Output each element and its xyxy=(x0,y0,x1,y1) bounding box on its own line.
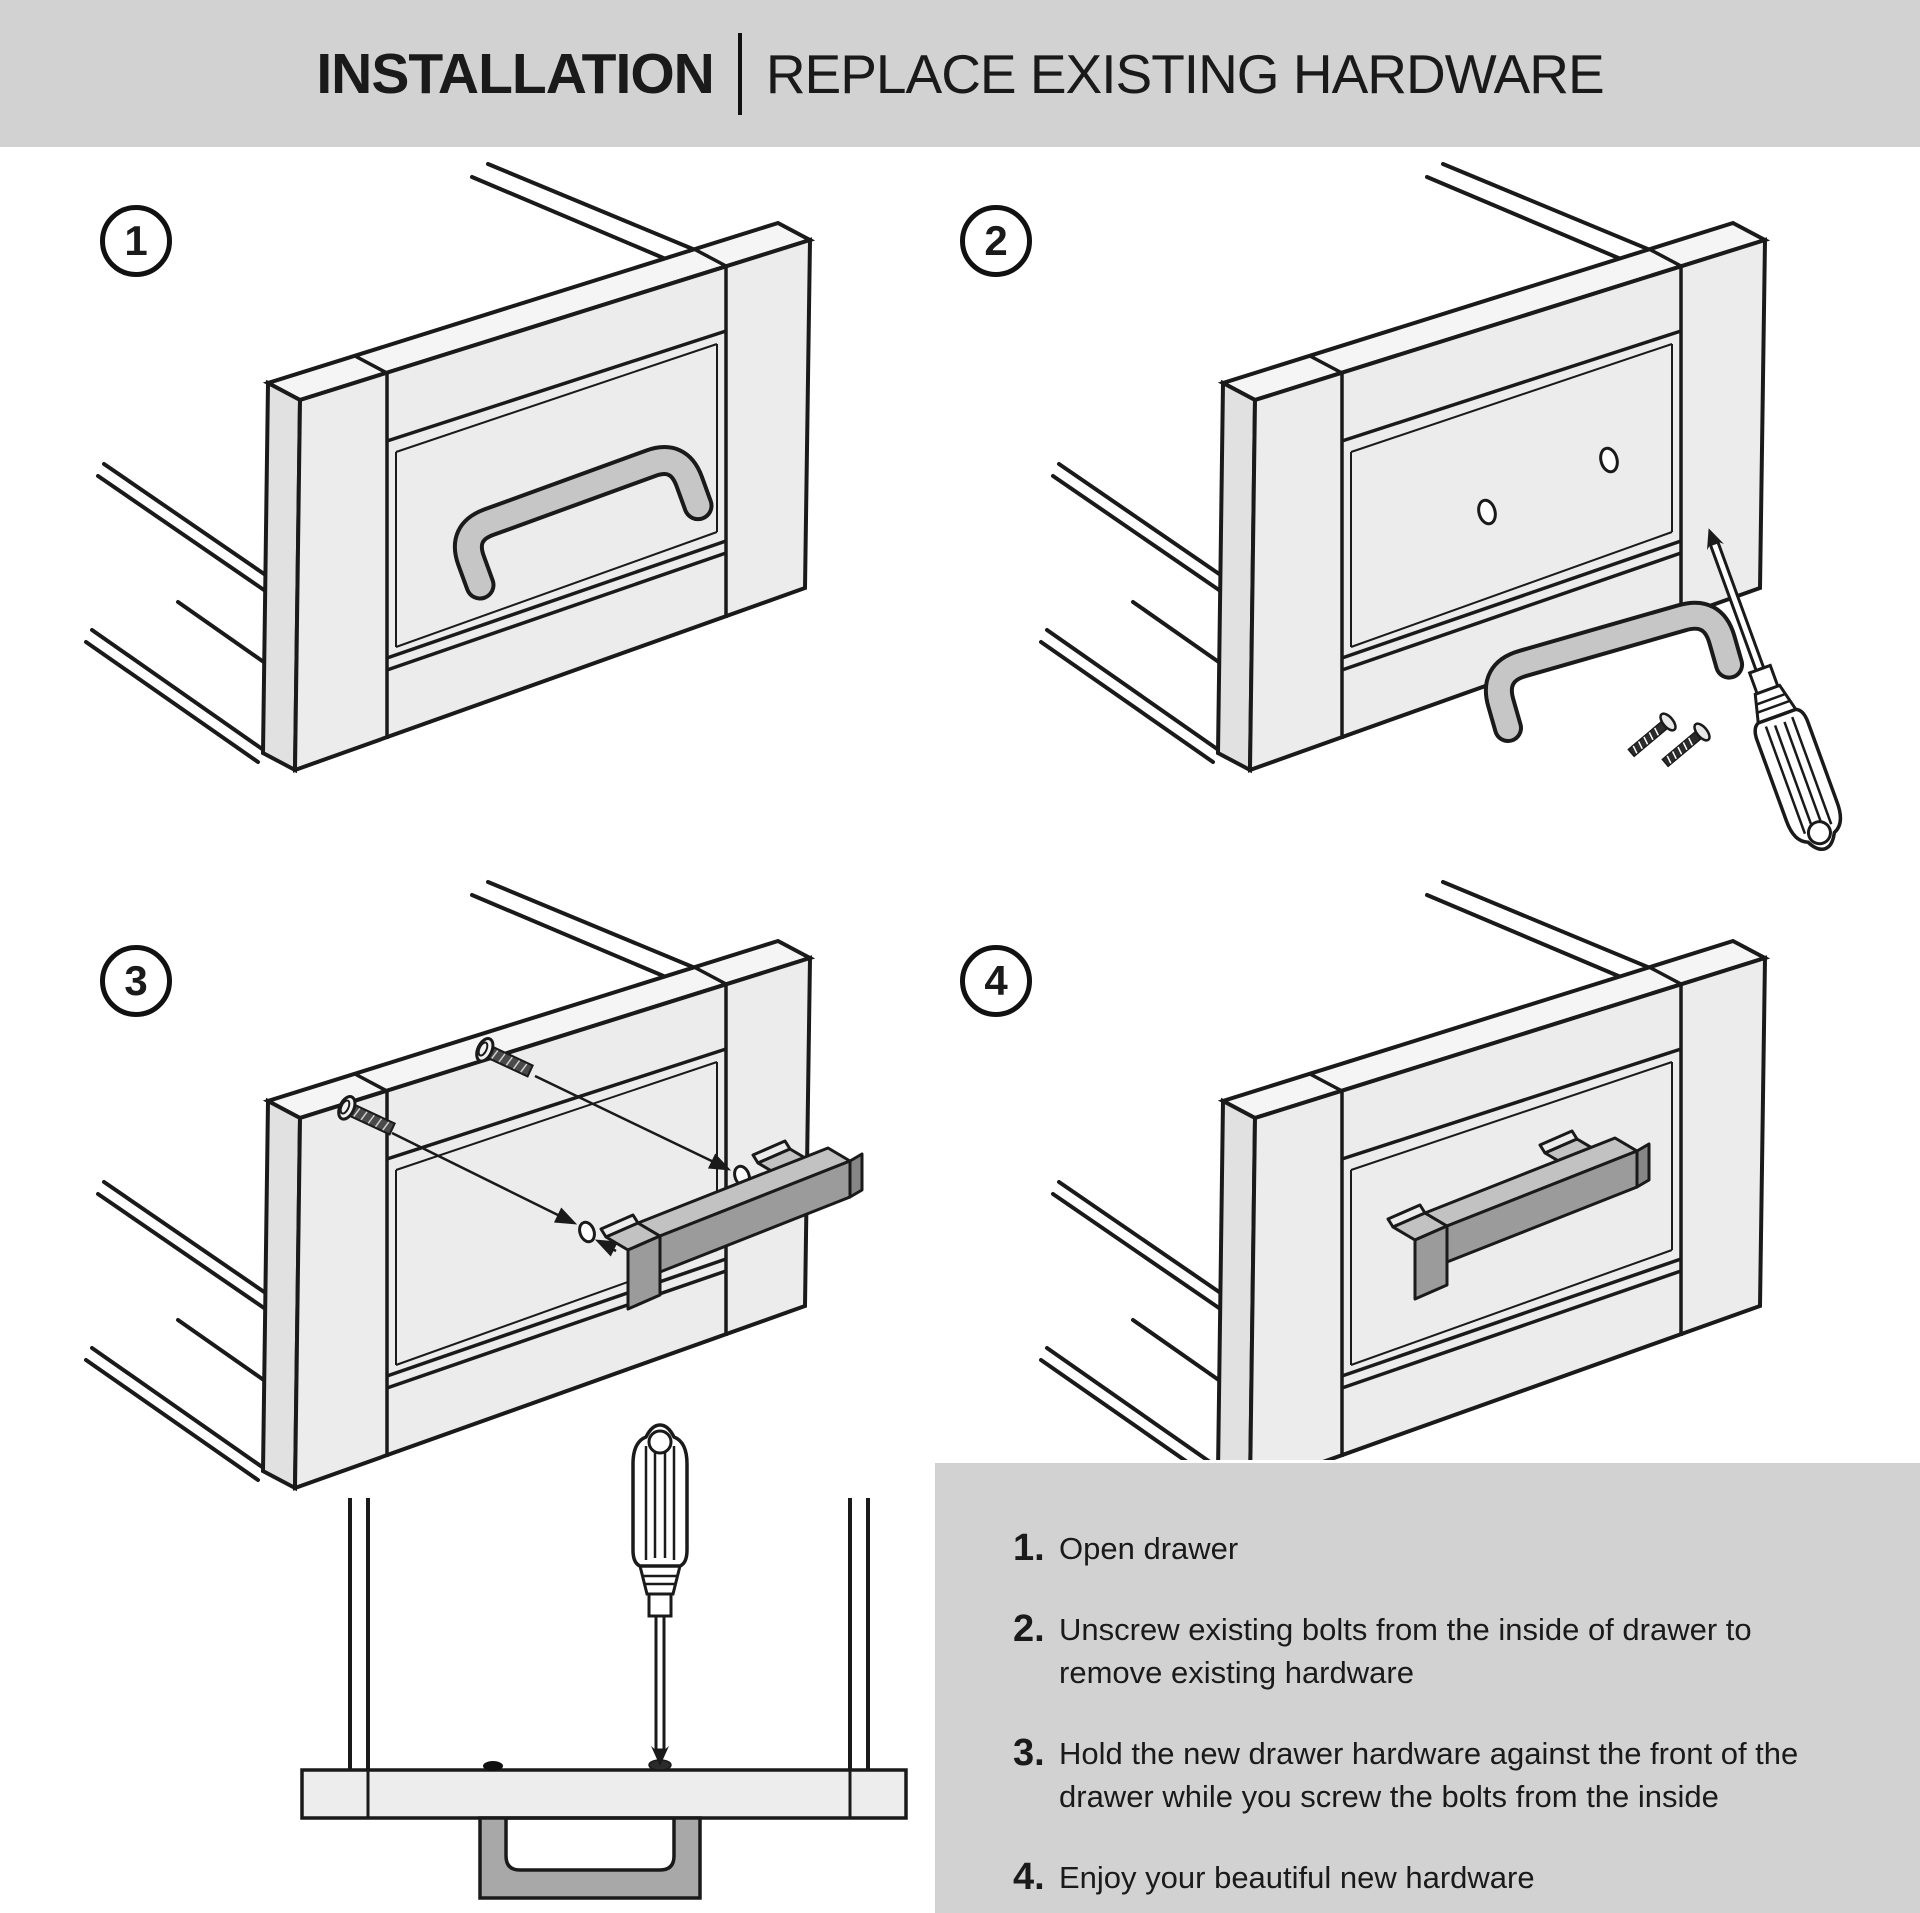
step-3-badge: 3 xyxy=(100,945,172,1017)
instruction-item xyxy=(1013,1608,1865,1694)
title-divider xyxy=(738,33,742,115)
step-1-badge: 1 xyxy=(100,205,172,277)
instruction-text: Open drawer xyxy=(1059,1531,1239,1566)
step-2-figure xyxy=(940,160,1920,900)
header-title-primary: INSTALLATION xyxy=(316,41,714,106)
instruction-item xyxy=(1013,1527,1865,1570)
screwdriver-icon xyxy=(633,1425,687,1766)
drawer-illustration xyxy=(1041,164,1765,770)
step-4-illustration xyxy=(940,878,1920,1460)
step-3-illustration xyxy=(80,878,940,1913)
step-3-figure xyxy=(80,878,940,1913)
instruction-number: 1. xyxy=(1013,1527,1045,1569)
step-1-figure xyxy=(80,160,940,860)
instructions-panel xyxy=(935,1463,1920,1913)
step-4-figure xyxy=(940,878,1920,1460)
instruction-number: 3. xyxy=(1013,1732,1045,1774)
step-2-badge: 2 xyxy=(960,205,1032,277)
instruction-text: Enjoy your beautiful new hardware xyxy=(1059,1860,1535,1895)
instruction-text: Hold the new drawer hardware against the front of the drawer while you screw the bolts from the inside xyxy=(1059,1736,1799,1814)
section-handle xyxy=(480,1818,700,1898)
instruction-number: 2. xyxy=(1013,1608,1045,1650)
drawer-illustration xyxy=(86,164,810,770)
step-4-badge: 4 xyxy=(960,945,1032,1017)
drawer-illustration xyxy=(86,882,810,1488)
screw-icon xyxy=(483,1761,503,1771)
page-header xyxy=(0,0,1920,147)
drawer-front-section xyxy=(302,1770,906,1818)
drawer-illustration xyxy=(1041,882,1765,1460)
step-2-illustration xyxy=(940,160,1920,900)
instruction-text: Unscrew existing bolts from the inside of drawer to remove existing hardware xyxy=(1059,1612,1752,1690)
instruction-item xyxy=(1013,1732,1865,1818)
step-1-illustration xyxy=(80,160,940,860)
instruction-item xyxy=(1013,1856,1865,1899)
header-title-secondary: REPLACE EXISTING HARDWARE xyxy=(765,42,1604,105)
instruction-number: 4. xyxy=(1013,1856,1045,1898)
cross-section-detail xyxy=(302,1425,906,1898)
